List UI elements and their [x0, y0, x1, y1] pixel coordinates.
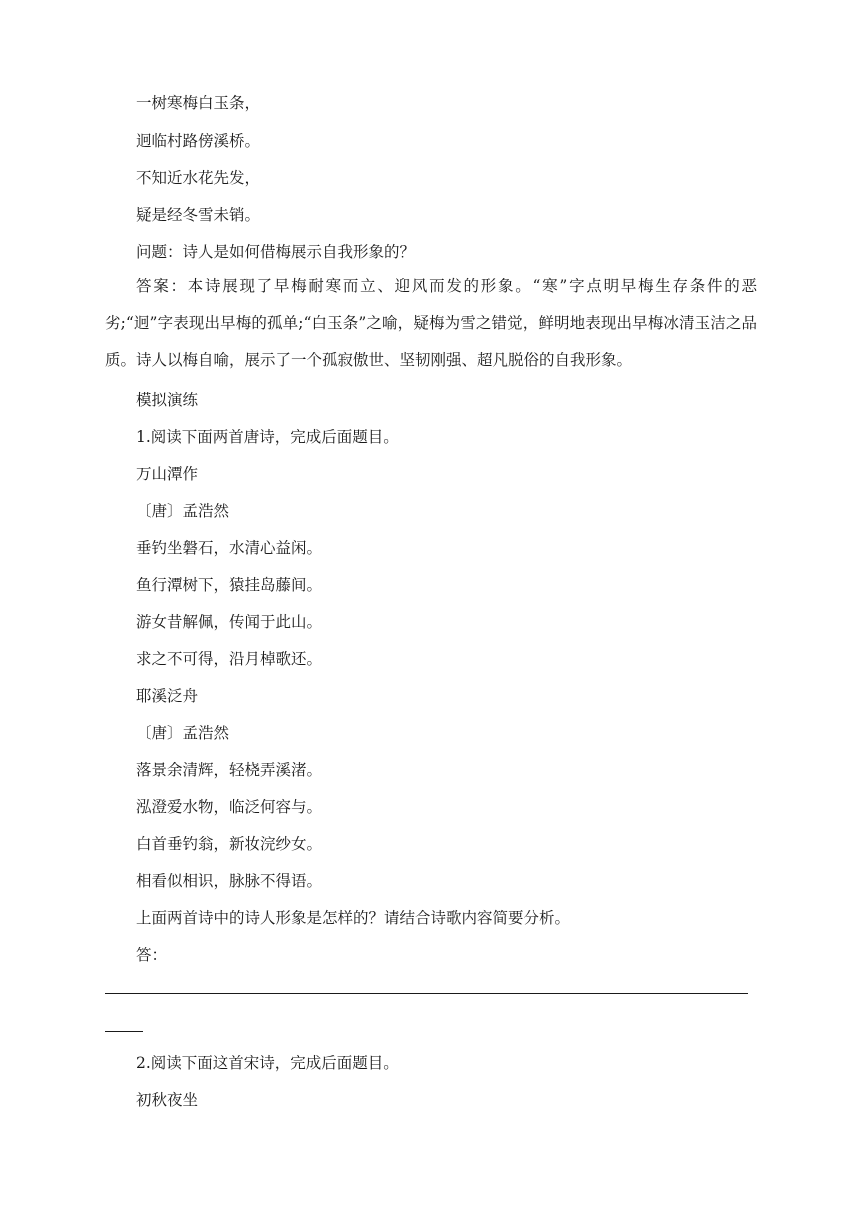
- exercise-1-question: 上面两首诗中的诗人形象是怎样的？请结合诗歌内容简要分析。: [136, 909, 571, 927]
- poem-b-title: 耶溪泛舟: [136, 687, 199, 705]
- poem-line: 鱼行潭树下，猿挂岛藤间。: [136, 576, 323, 594]
- answer-paragraph: 答案：本诗展现了早梅耐寒而立、迎风而发的形象。“寒”字点明早梅生存条件的恶劣;“迥”字表现出早梅的孤单;“白玉条”之喻，疑梅为雪之错觉，鲜明地表现出早梅冰清玉洁之品质。诗人以梅自喻，展示了一个孤寂傲世、坚韧刚强、超凡脱俗的自我形象。: [105, 277, 757, 369]
- poem-a-title: 万山潭作: [136, 465, 199, 483]
- poem-line: 相看似相识，脉脉不得语。: [136, 872, 323, 890]
- poem-line: 迥临村路傍溪桥。: [136, 132, 261, 150]
- poem-a-author: 〔唐〕孟浩然: [136, 502, 230, 520]
- poem-line: 垂钓坐磐石，水清心益闲。: [136, 539, 323, 557]
- section-title: 模拟演练: [136, 391, 199, 409]
- poem-line: 落景余清辉，轻桡弄溪渚。: [136, 761, 323, 779]
- answer-label: 答：: [136, 946, 168, 964]
- answer-blank-line: [105, 1031, 143, 1032]
- poem-line: 白首垂钓翁，新妆浣纱女。: [136, 835, 323, 853]
- exercise-2-prompt: 2.阅读下面这首宋诗，完成后面题目。: [136, 1054, 399, 1072]
- poem-title: 初秋夜坐: [136, 1091, 199, 1109]
- poem-line: 泓澄爱水物，临泛何容与。: [136, 798, 323, 816]
- poem-line: 不知近水花先发，: [136, 169, 261, 187]
- answer-blank-line: [105, 993, 748, 994]
- poem-line: 求之不可得，沿月棹歌还。: [136, 650, 323, 668]
- question-text: 问题：诗人是如何借梅展示自我形象的？: [136, 243, 416, 261]
- poem-line: 游女昔解佩，传闻于此山。: [136, 613, 323, 631]
- poem-b-author: 〔唐〕孟浩然: [136, 724, 230, 742]
- poem-line: 疑是经冬雪未销。: [136, 206, 261, 224]
- poem-line: 一树寒梅白玉条，: [136, 94, 261, 112]
- exercise-1-prompt: 1.阅读下面两首唐诗，完成后面题目。: [136, 428, 399, 446]
